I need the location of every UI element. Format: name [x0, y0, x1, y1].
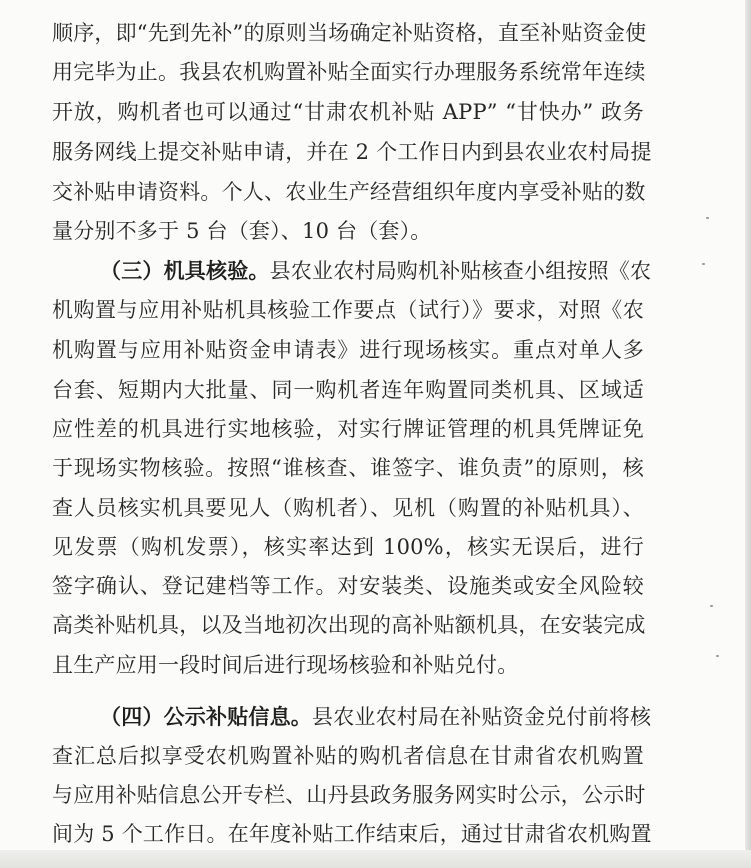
section-text: 县农业农村局在补贴资金兑付前将核	[312, 705, 652, 729]
section-line	[100, 258, 652, 284]
scan-speck	[716, 655, 719, 657]
paragraph-line: 机购置与应用补贴机具核验工作要点（试行）》要求，对照《农	[52, 298, 644, 322]
scan-speck	[710, 605, 713, 607]
paragraph-line: 顺序，即“先到先补”的原则当场确定补贴资格，直至补贴资金使	[52, 21, 647, 45]
paragraph-line: 服务网线上提交补贴申请，并在 2 个工作日内到县农业农村局提	[52, 140, 652, 164]
paragraph-line: 量分别不多于 5 台（套）、10 台（套）。	[52, 219, 432, 243]
paragraph-line: 查汇总后拟享受农机购置补贴的购机者信息在甘肃省农机购置	[52, 744, 644, 768]
paragraph-line: 高类补贴机具，以及当地初次出现的高补贴额机具，在安装完成	[52, 613, 646, 637]
paragraph-line: 应性差的机具进行实地核验，对实行牌证管理的机具凭牌证免	[52, 417, 644, 441]
scan-speck	[706, 217, 709, 219]
paragraph-line: 见发票（购机发票），核实率达到 100%，核实无误后，进行	[52, 535, 644, 559]
paragraph-line: 交补贴申请资料。个人、农业生产经营组织年度内享受补贴的数	[52, 180, 646, 204]
scan-edge-bottom	[0, 850, 751, 868]
paragraph-line: 机购置与应用补贴资金申请表》进行现场核实。重点对单人多	[52, 338, 644, 362]
paragraph-line: 间为 5 个工作日。在年度补贴工作结束后，通过甘肃省农机购置	[52, 822, 652, 846]
paragraph-line: 签字确认、登记建档等工作。对安装类、设施类或安全风险较	[52, 574, 644, 598]
paragraph-line: 台套、短期内大批量、同一购机者连年购置同类机具、区域适	[52, 378, 644, 402]
paragraph-line: 查人员核实机具要见人（购机者）、见机（购置的补贴机具）、	[52, 496, 644, 520]
scan-edge-right	[745, 0, 751, 868]
paragraph-line: 且生产应用一段时间后进行现场核验和补贴兑付。	[52, 653, 519, 677]
paragraph-line: 与应用补贴信息公开专栏、山丹县政务服务网实时公示，公示时	[52, 783, 646, 807]
section-text: 县农业农村局购机补贴核查小组按照《农	[269, 259, 652, 283]
section-line	[100, 704, 652, 730]
scan-speck	[702, 263, 705, 265]
paragraph-line: 用完毕为止。我县农机购置补贴全面实行办理服务系统常年连续	[52, 60, 646, 84]
paragraph-line: 开放，购机者也可以通过“甘肃农机补贴 APP” “甘快办” 政务	[52, 100, 644, 124]
section-heading: （四）公示补贴信息。	[100, 704, 312, 729]
paragraph-line: 于现场实物核验。按照“谁核查、谁签字、谁负责”的原则，核	[52, 456, 644, 480]
section-heading: （三）机具核验。	[100, 258, 270, 283]
